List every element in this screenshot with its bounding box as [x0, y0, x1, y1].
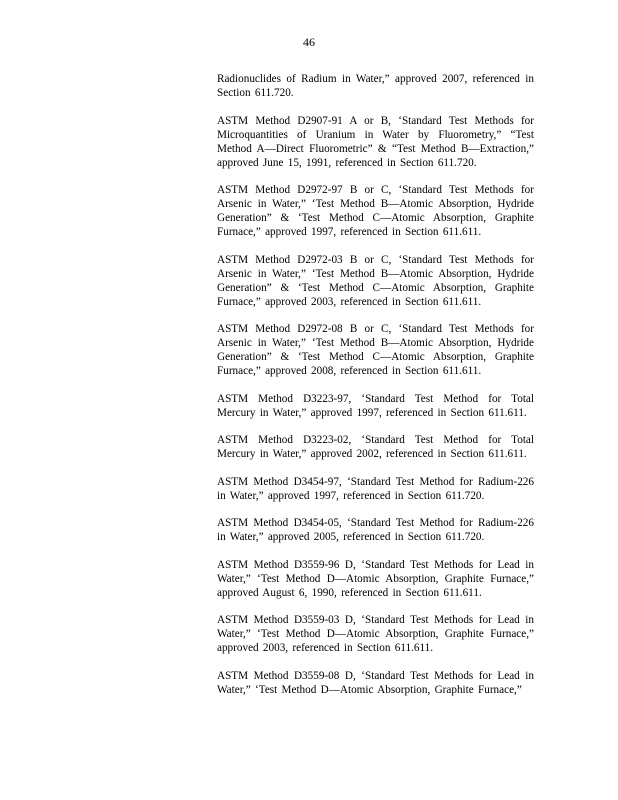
reference-entry: ASTM Method D3223-97, ‘Standard Test Method for Total Mercury in Water,” approved 1997, referenced in Section 611.611.	[217, 392, 534, 419]
document-body	[217, 72, 534, 710]
reference-entry: ASTM Method D2972-97 B or C, ‘Standard Test Methods for Arsenic in Water,” ‘Test Method B—Atomic Absorption, Hydride Generation” & ‘Test Method C—Atomic Absorption, Graphite Furnace,” approved 1997, referenced in Section 611.611.	[217, 184, 534, 238]
reference-entry: Radionuclides of Radium in Water,” approved 2007, referenced in Section 611.720.	[217, 73, 534, 99]
reference-entry: ASTM Method D3223-02, ‘Standard Test Method for Total Mercury in Water,” approved 2002, referenced in Section 611.611.	[217, 434, 534, 460]
reference-entry: ASTM Method D3454-97, ‘Standard Test Method for Radium-226 in Water,” approved 1997, referenced in Section 611.720.	[217, 475, 534, 502]
reference-entry: ASTM Method D3559-03 D, ‘Standard Test Methods for Lead in Water,” ‘Test Method D—Atomic Absorption, Graphite Furnace,” approved 2003, referenced in Section 611.611.	[217, 614, 534, 654]
reference-entry: ASTM Method D3454-05, ‘Standard Test Method for Radium-226 in Water,” approved 2005, referenced in Section 611.720.	[217, 517, 534, 543]
reference-entry: ASTM Method D3559-08 D, ‘Standard Test Methods for Lead in Water,” ‘Test Method D—Atomic Absorption, Graphite Furnace,”	[217, 669, 534, 696]
reference-entry: ASTM Method D2907-91 A or B, ‘Standard Test Methods for Microquantities of Uranium in Water by Fluorometry,” “Test Method A—Direct Fluorometric” & “Test Method B—Extraction,” approved June 15, 1991, referenced in Section 611.720.	[217, 114, 534, 169]
reference-entry: ASTM Method D2972-08 B or C, ‘Standard Test Methods for Arsenic in Water,” ‘Test Method B—Atomic Absorption, Hydride Generation” & ‘Test Method C—Atomic Absorption, Graphite Furnace,” approved 2008, referenced in Section 611.611.	[217, 323, 534, 377]
reference-entry: ASTM Method D3559-96 D, ‘Standard Test Methods for Lead in Water,” ‘Test Method D—Atomic Absorption, Graphite Furnace,” approved August 6, 1990, referenced in Section 611.611.	[217, 558, 534, 599]
page-number: 46	[303, 35, 315, 49]
reference-entry: ASTM Method D2972-03 B or C, ‘Standard Test Methods for Arsenic in Water,” ‘Test Method B—Atomic Absorption, Hydride Generation” & ‘Test Method C—Atomic Absorption, Graphite Furnace,” approved 2003, referenced in Section 611.611.	[217, 253, 534, 308]
